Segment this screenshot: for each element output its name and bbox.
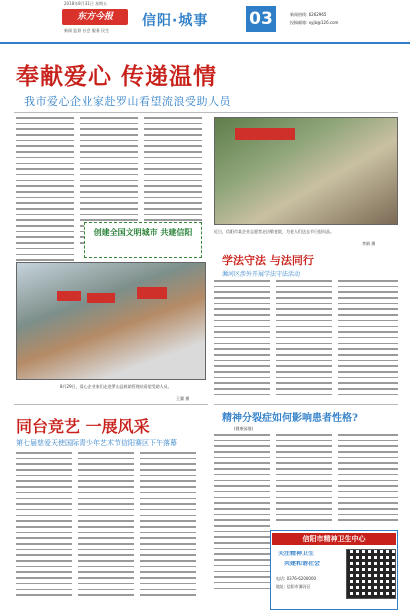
article-column (276, 280, 332, 399)
photo-credit: 王翼 摄 (176, 396, 190, 401)
issue-date: 2018年8月31日 星期五 (64, 1, 108, 6)
article-column (78, 452, 134, 600)
lead-photo (16, 262, 206, 380)
article-column (214, 280, 270, 399)
red-banner-in-photo (137, 287, 167, 299)
divider (14, 404, 208, 405)
ad-slogan-2: 共建和谐社会 (284, 561, 321, 567)
right-photo-caption: 近日，信阳市某企业志愿者走访敬老院，为老人们送去节日慰问品。 (214, 229, 334, 234)
story4-byline: (健康园地) (234, 426, 254, 431)
divider (14, 112, 398, 113)
red-banner-in-photo (235, 128, 295, 140)
submission-email: 投稿邮箱: xyjb@126.com (290, 20, 339, 25)
divider (214, 404, 398, 405)
section-title: 信阳·城事 (142, 13, 209, 29)
story2-title: 学法守法 与法同行 (222, 254, 314, 267)
right-photo-credit: 李娟 摄 (362, 241, 376, 246)
story2-subtitle: 浉河区涉外开展学法守法活动 (222, 271, 301, 278)
story3-subtitle: 第七届慈爱天使国际青少年艺术节信阳赛区下午落幕 (16, 439, 177, 447)
news-hotline: 新闻热线: 6262965 (290, 12, 327, 17)
ad-phone: 电话: 0376-6200000 (276, 576, 317, 581)
article-column (140, 452, 196, 600)
article-column (16, 452, 72, 600)
civic-banner: 创建全国文明城市 共建信阳 (84, 222, 202, 258)
ad-address: 地址: 信阳市浉河区 (276, 584, 311, 589)
ad-slogan-1: 关注精神卫生 (278, 551, 315, 557)
ad-title: 信阳市精神卫生中心 (272, 533, 396, 545)
newspaper-logo: 东方今报 (62, 9, 128, 25)
lead-photo-caption: 8月29日，爱心企业家们走进罗山县救助管理站看望受助人员。 (60, 384, 172, 389)
story3-title: 同台竞艺 一展风采 (16, 417, 150, 436)
lead-subheadline: 我市爱心企业家赴罗山看望流浪受助人员 (24, 95, 231, 108)
red-banner-in-photo (87, 293, 115, 303)
page-number: 03 (246, 6, 276, 32)
article-column (214, 434, 270, 593)
story4-title: 精神分裂症如何影响患者性格? (222, 413, 358, 424)
masthead (0, 0, 410, 44)
article-column (338, 434, 398, 525)
article-column (338, 280, 398, 399)
qr-code (346, 549, 396, 599)
logo-tagline: 新闻 监督 社会 服务 民生 (64, 28, 110, 33)
lead-headline: 奉献爱心 传递温情 (16, 63, 218, 90)
red-banner-in-photo (57, 291, 81, 301)
article-column (276, 434, 332, 525)
right-photo (214, 117, 398, 225)
